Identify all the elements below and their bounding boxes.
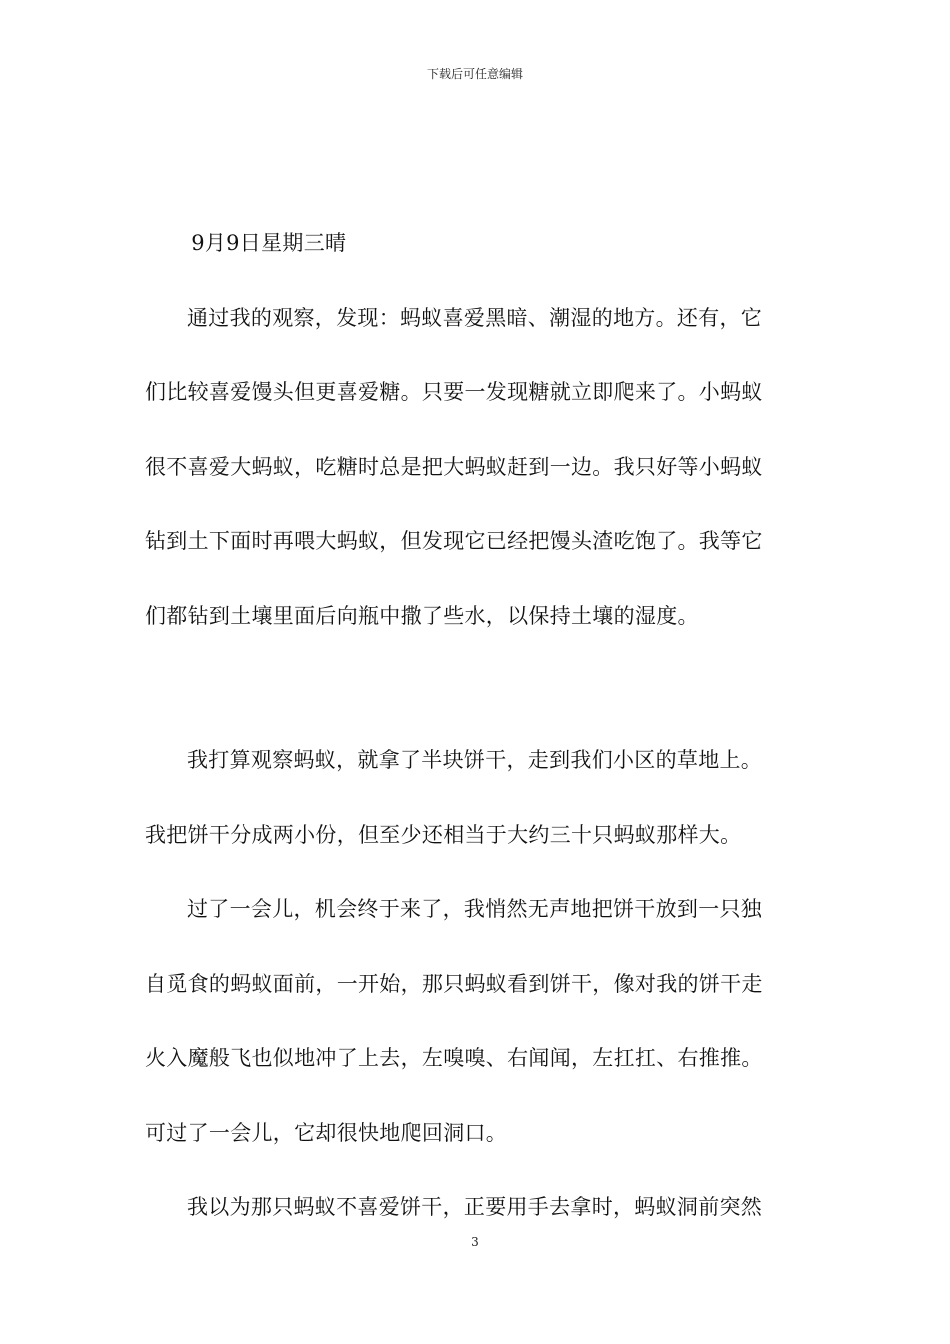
paragraph-1-line-2: 们比较喜爱馒头但更喜爱糖。只要一发现糖就立即爬来了。小蚂蚁 <box>145 380 763 404</box>
paragraph-3-line-1: 过了一会儿，机会终于来了，我悄然无声地把饼干放到一只独 <box>187 897 763 921</box>
paragraph-4-line-1: 我以为那只蚂蚁不喜爱饼干，正要用手去拿时，蚂蚁洞前突然 <box>187 1195 763 1219</box>
page-number: 3 <box>471 1235 479 1249</box>
paragraph-1-line-1: 通过我的观察，发现：蚂蚁喜爱黑暗、潮湿的地方。还有，它 <box>187 305 763 330</box>
page-header: 下载后可任意编辑 <box>426 67 523 81</box>
paragraph-3-line-3: 火入魔般飞也似地冲了上去，左嗅嗅、右闻闻，左扛扛、右推推。 <box>145 1046 763 1070</box>
paragraph-1-line-3: 很不喜爱大蚂蚁，吃糖时总是把大蚂蚁赶到一边。我只好等小蚂蚁 <box>145 454 763 479</box>
paragraph-2-line-2: 我把饼干分成两小份，但至少还相当于大约三十只蚂蚁那样大。 <box>145 822 742 847</box>
paragraph-2-line-1: 我打算观察蚂蚁，就拿了半块饼干，走到我们小区的草地上。 <box>187 748 763 772</box>
paragraph-gap <box>145 653 810 723</box>
paragraph-2 <box>145 723 810 872</box>
paragraph-1 <box>145 281 810 654</box>
paragraph-3-line-2: 自觅食的蚂蚁面前，一开始，那只蚂蚁看到饼干，像对我的饼干走 <box>145 971 763 996</box>
paragraph-3-line-4: 可过了一会儿，它却很快地爬回洞口。 <box>145 1120 508 1145</box>
paragraph-1-line-4: 钻到土下面时再喂大蚂蚁，但发现它已经把馒头渣吃饱了。我等它 <box>145 529 763 553</box>
date-line-text: 9月9日星期三晴 <box>191 231 347 255</box>
date-line <box>145 206 810 281</box>
paragraph-3 <box>145 872 810 1170</box>
document-body <box>145 206 810 1245</box>
paragraph-1-line-5: 们都钻到土壤里面后向瓶中撒了些水，以保持土壤的湿度。 <box>145 603 699 628</box>
